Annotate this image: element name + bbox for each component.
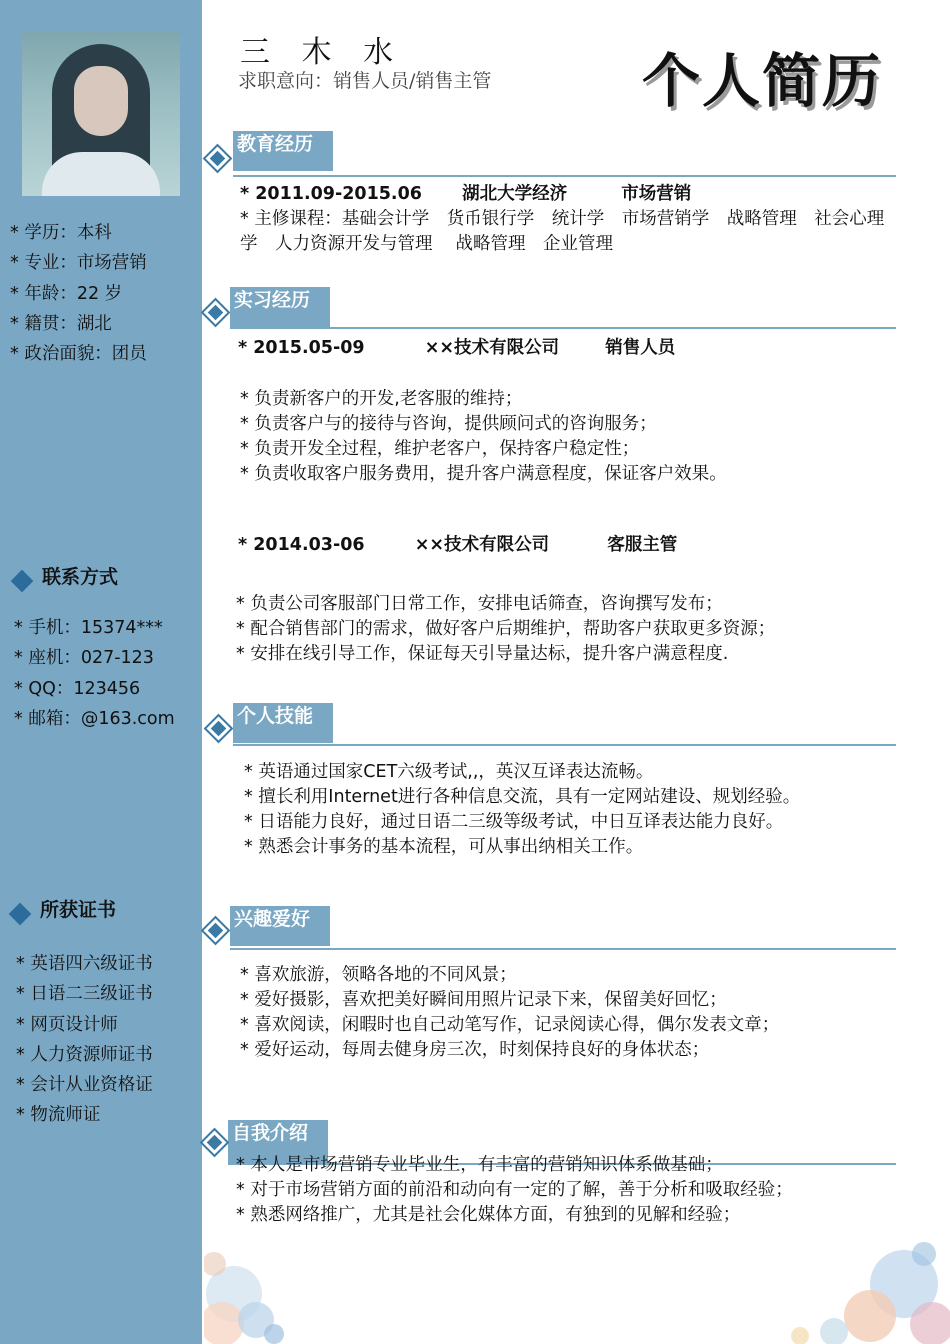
education-courses: * 主修课程：基础会计学 货币银行学 统计学 市场营销学 战略管理 社会心理学 人力资源开发与管理 战略管理 企业管理 xyxy=(240,209,885,254)
basic-info-list xyxy=(10,218,147,369)
hobbies-heading: 兴趣爱好 xyxy=(230,906,330,946)
intro-diamond-icon xyxy=(200,1128,230,1158)
contact-list xyxy=(14,613,175,734)
info-education: * 学历：本科 xyxy=(10,223,112,243)
contact-qq: * QQ：123456 xyxy=(14,678,141,699)
job-date: * 2014.03-06 xyxy=(238,535,365,555)
skill-item: * 日语能力良好，通过日语二三级等级考试，中日互译表达能力良好。 xyxy=(244,812,784,832)
job-duty: * 负责开发全过程，维护老客户，保持客户稳定性； xyxy=(240,439,640,459)
cert-item: * 物流师证 xyxy=(16,1105,101,1126)
cert-item: * 人力资源师证书 xyxy=(16,1044,153,1065)
job-role: 客服主管 xyxy=(607,535,678,555)
cert-item: * 日语二三级证书 xyxy=(16,984,153,1005)
job-date: * 2015.05-09 xyxy=(238,338,365,358)
skills-rule xyxy=(233,744,896,746)
intro-item: * 熟悉网络推广，尤其是社会化媒体方面，有独到的见解和经验； xyxy=(236,1205,741,1225)
profile-photo xyxy=(22,32,180,196)
skill-item: * 熟悉会计事务的基本流程，可从事出纳相关工作。 xyxy=(244,837,644,857)
certs-list xyxy=(16,949,153,1131)
hobby-item: * 爱好运动，每周去健身房三次，时刻保持良好的身体状态； xyxy=(240,1040,710,1060)
job-duty: * 负责客户与的接待与咨询，提供顾问式的咨询服务； xyxy=(240,414,657,434)
education-school: 湖北大学经济 xyxy=(462,184,568,204)
hobby-item: * 爱好摄影，喜欢把美好瞬间用照片记录下来，保留美好回忆； xyxy=(240,990,727,1010)
internship-diamond-icon xyxy=(201,298,231,328)
skill-item: * 英语通过国家CET六级考试,,，英汉互译表达流畅。 xyxy=(244,762,654,782)
candidate-name: 三 木 水 xyxy=(240,35,405,70)
education-date: * 2011.09-2015.06 xyxy=(240,184,422,204)
info-hometown: * 籍贯：湖北 xyxy=(10,313,112,334)
sidebar xyxy=(0,0,202,1344)
contact-mobile: * 手机：15374*** xyxy=(14,618,163,638)
flower-decoration xyxy=(204,1224,950,1344)
education-diamond-icon xyxy=(203,144,233,174)
job-duty: * 安排在线引导工作，保证每天引导量达标，提升客户满意程度. xyxy=(236,644,729,664)
skill-item: * 擅长利用Internet进行各种信息交流，具有一定网站建设、规划经验。 xyxy=(244,787,801,807)
job-duty: * 负责新客户的开发,老客服的维持； xyxy=(240,389,523,409)
job-header xyxy=(238,533,677,558)
job-objective: 求职意向：销售人员/销售主管 xyxy=(238,70,492,92)
certs-heading: 所获证书 xyxy=(40,899,117,921)
internship-heading: 实习经历 xyxy=(230,287,330,327)
job-company: ××技术有限公司 xyxy=(414,535,550,555)
certs-diamond-icon xyxy=(9,903,32,926)
education-rule xyxy=(233,175,896,177)
resume-title: 个人简历 xyxy=(642,47,883,115)
education-entry xyxy=(240,182,691,207)
intro-item: * 对于市场营销方面的前沿和动向有一定的了解，善于分析和吸取经验； xyxy=(236,1180,793,1200)
education-heading: 教育经历 xyxy=(233,131,333,171)
contact-diamond-icon xyxy=(11,570,34,593)
job-role: 销售人员 xyxy=(605,338,676,358)
job-duty: * 配合销售部门的需求，做好客户后期维护，帮助客户获取更多资源； xyxy=(236,619,776,639)
info-age: * 年龄：22 岁 xyxy=(10,283,123,304)
job-company: ××技术有限公司 xyxy=(424,338,560,358)
intro-item: * 本人是市场营销专业毕业生，有丰富的营销知识体系做基础； xyxy=(236,1155,723,1175)
cert-item: * 网页设计师 xyxy=(16,1014,118,1035)
contact-phone: * 座机：027-123 xyxy=(14,648,154,669)
job-duty: * 负责公司客服部门日常工作，安排电话筛查，咨询撰写发布； xyxy=(236,594,723,614)
info-political: * 政治面貌：团员 xyxy=(10,344,147,365)
contact-heading: 联系方式 xyxy=(42,566,119,588)
intro-heading: 自我介绍 xyxy=(228,1120,328,1164)
job-header xyxy=(238,336,675,361)
skills-heading: 个人技能 xyxy=(233,703,333,743)
internship-rule xyxy=(230,327,896,329)
hobbies-rule xyxy=(230,948,896,950)
hobby-item: * 喜欢旅游，领略各地的不同风景； xyxy=(240,965,517,985)
hobby-item: * 喜欢阅读，闲暇时也自己动笔写作，记录阅读心得，偶尔发表文章； xyxy=(240,1015,780,1035)
job-duty: * 负责收取客户服务费用，提升客户满意程度，保证客户效果。 xyxy=(240,464,727,484)
skills-diamond-icon xyxy=(204,714,234,744)
hobbies-diamond-icon xyxy=(201,916,231,946)
contact-email: * 邮箱：@163.com xyxy=(14,708,175,729)
education-major: 市场营销 xyxy=(621,184,692,204)
info-major: * 专业：市场营销 xyxy=(10,253,147,274)
cert-item: * 会计从业资格证 xyxy=(16,1075,153,1096)
cert-item: * 英语四六级证书 xyxy=(16,954,153,974)
